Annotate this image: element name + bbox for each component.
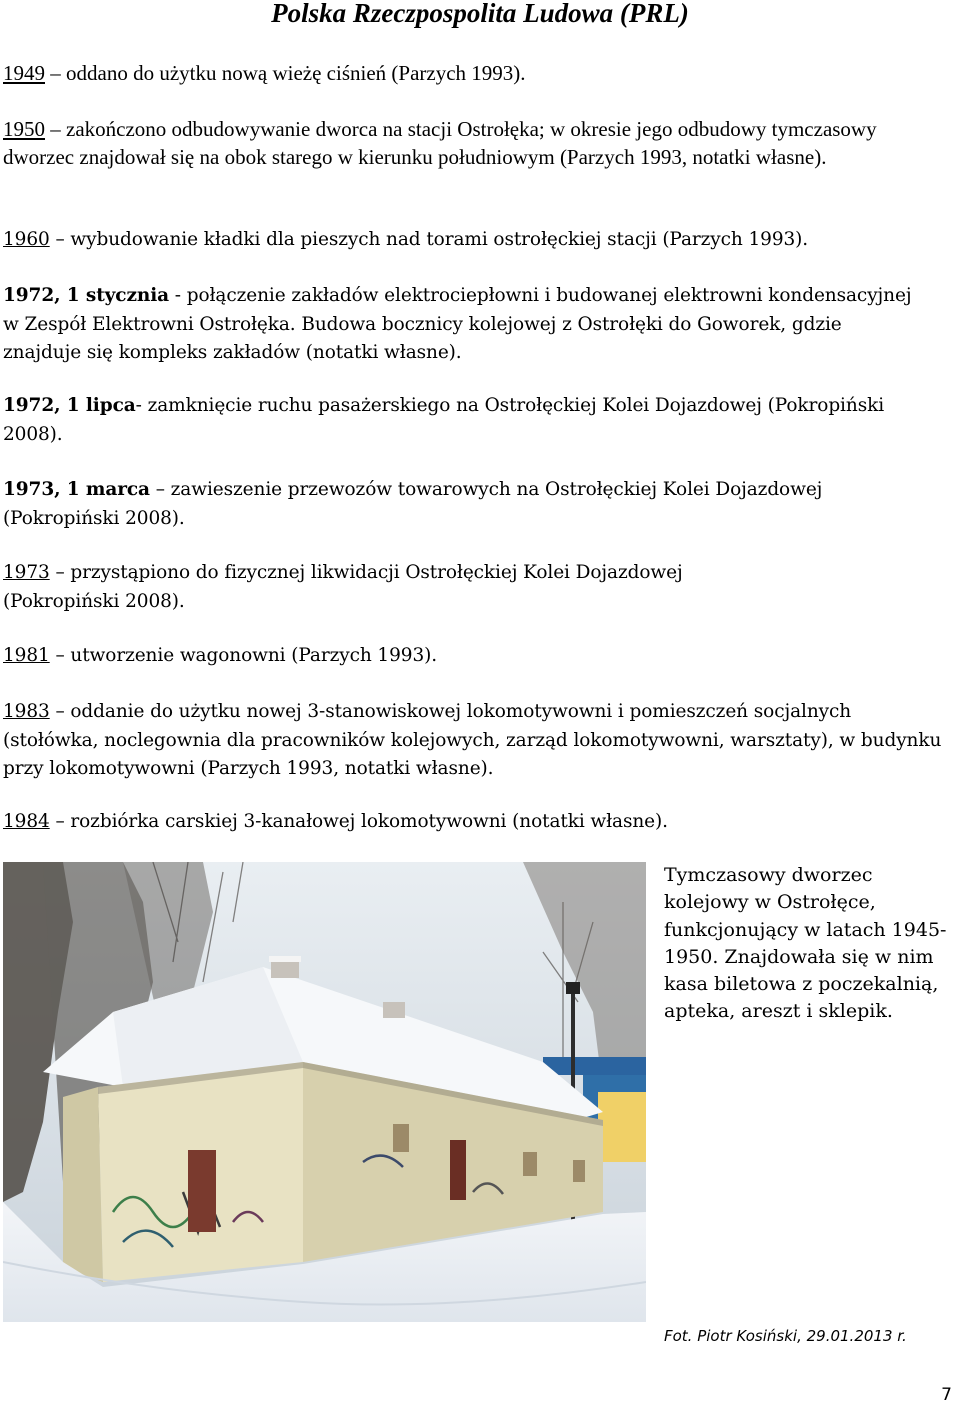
entry-1983 <box>3 698 948 784</box>
entry-date: 1981 <box>3 645 50 666</box>
entry-1984 <box>3 808 953 837</box>
entry-date: 1983 <box>3 701 50 722</box>
station-photo <box>3 862 646 1322</box>
entry-1960 <box>3 226 953 255</box>
entry-text: – zakończono odbudowywanie dworca na stacji Ostrołęka; w okresie jego odbudowy tymczasowy dworzec znajdował się na obok starego w kierunku południowym (Parzych 1993, notatki własne). <box>3 117 877 169</box>
entry-text: – utworzenie wagonowni (Parzych 1993). <box>49 645 438 666</box>
entry-date: 1949 <box>3 61 45 85</box>
entry-1950 <box>3 115 933 171</box>
entry-date: 1973, 1 marca <box>3 479 150 500</box>
entry-date: 1984 <box>3 811 50 832</box>
entry-1973 <box>3 559 803 616</box>
entry-text: - zamknięcie ruchu pasażerskiego na Ostrołęckiej Kolei Dojazdowej (Pokropiński 2008). <box>3 395 885 445</box>
entry-1973-marca <box>3 476 923 533</box>
entry-text: – oddano do użytku nową wieżę ciśnień (Parzych 1993). <box>45 61 526 85</box>
entry-1972-lipca <box>3 392 903 449</box>
entry-1949 <box>3 59 953 87</box>
entry-text: – przystąpiono do fizycznej likwidacji Ostrołęckiej Kolei Dojazdowej (Pokropiński 2008). <box>3 562 683 612</box>
entry-text: - połączenie zakładów elektrociepłowni i budowanej elektrowni kondensacyjnej w Zespół Elektrowni Ostrołęka. Budowa bocznicy kolejowej z Ostrołęki do Goworek, gdzie znajduje się kompleks zakładów (notatki własne). <box>3 285 912 363</box>
entry-date: 1960 <box>3 229 50 250</box>
photo-caption: Tymczasowy dworzec kolejowy w Ostrołęce, funkcjonujący w latach 1945-1950. Znajdowała się w nim kasa biletowa z poczekalnią, apteka, areszt i sklepik. <box>664 864 947 1023</box>
entry-1981 <box>3 642 953 671</box>
entry-date: 1950 <box>3 117 45 141</box>
entry-text: – rozbiórka carskiej 3-kanałowej lokomotywowni (notatki własne). <box>49 811 668 832</box>
entry-text: – wybudowanie kładki dla pieszych nad torami ostrołęckiej stacji (Parzych 1993). <box>49 229 809 250</box>
photo-snowy-station-building-icon <box>3 862 646 1322</box>
page-title: Polska Rzeczpospolita Ludowa (PRL) <box>271 0 689 28</box>
entry-date: 1972, 1 stycznia <box>3 285 170 306</box>
entry-text: – zawieszenie przewozów towarowych na Ostrołęckiej Kolei Dojazdowej (Pokropiński 2008). <box>3 479 823 529</box>
entry-1972-stycznia <box>3 282 923 368</box>
page-number: 7 <box>941 1385 952 1405</box>
entry-text: – oddanie do użytku nowej 3-stanowiskowej lokomotywowni i pomieszczeń socjalnych (stołówka, noclegownia dla pracowników kolejowych, zarząd lokomotywowni, warsztaty), w budynku przy lokomotywowni (Parzych 1993, notatki własne). <box>3 701 942 779</box>
entry-date: 1972, 1 lipca <box>3 395 136 416</box>
photo-credit: Fot. Piotr Kosiński, 29.01.2013 r. <box>664 1327 907 1345</box>
entry-date: 1973 <box>3 562 50 583</box>
